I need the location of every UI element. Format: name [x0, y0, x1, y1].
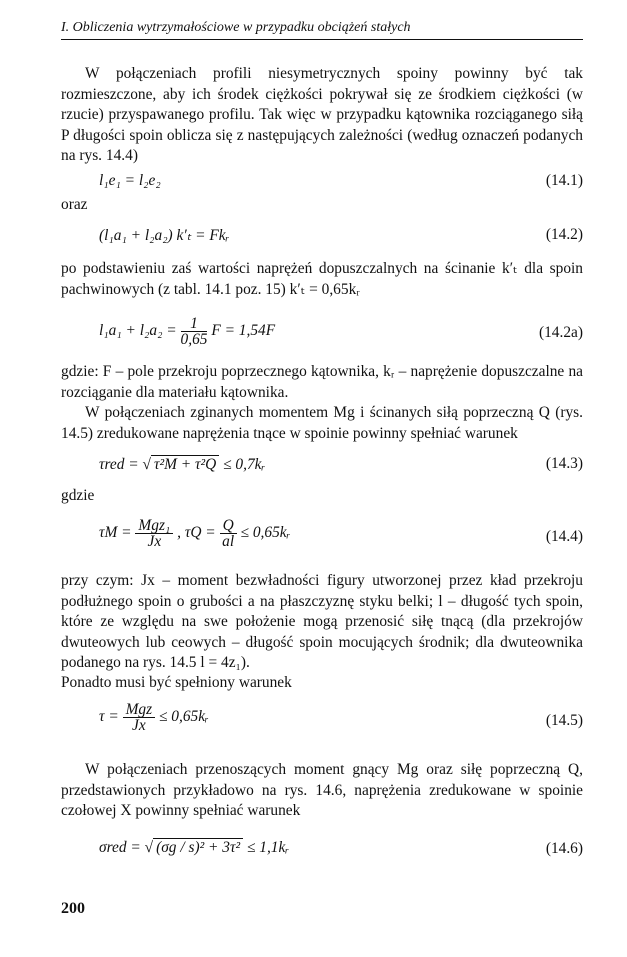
equation-14-3: τred = √ τ²M + τ²Q ≤ 0,7kᵣ (14.3) [99, 455, 583, 473]
equation-lhs: σred = [99, 839, 141, 856]
paragraph-2: po podstawieniu zaś wartości naprężeń dopuszczalnych na ścinanie k′ₜ dla spoin pachwinowych (z tabl. 14.1 poz. 15) k′ₜ = 0,65kᵣ [61, 260, 583, 298]
fraction-numerator: Mgz [123, 702, 156, 718]
square-root: (σg / s)² + 3τ² [153, 838, 243, 857]
square-root: τ²M + τ²Q [151, 455, 219, 474]
paragraph-3: gdzie: F – pole przekroju poprzecznego kątownika, kᵣ – naprężenie dopuszczalne na rozciąganie dla materiału kątownika. [61, 363, 583, 401]
page-number: 200 [61, 900, 85, 917]
paragraph-4: W połączeniach zginanych momentem Mg i ścinanych siłą poprzeczną Q (rys. 14.5) zredukowane naprężenia tnące w spoinie powinny spełniać warunek [61, 404, 583, 442]
equation-number: (14.6) [545, 840, 583, 857]
fraction-denominator: Jx [147, 533, 162, 550]
label-oraz: oraz [61, 196, 88, 213]
fraction-numerator: Q [220, 518, 237, 534]
fraction [181, 316, 208, 347]
fraction-a [135, 518, 173, 549]
equation-14-5 [61, 700, 583, 744]
equation-expression: (l₁a₁ + l₂a₂) k′ₜ = Fkᵣ [99, 227, 230, 244]
equation-rhs: ≤ 0,65kᵣ [240, 524, 291, 542]
fraction-numerator: Mgz₁ [135, 518, 173, 534]
equation-lhs-b: , τQ = [177, 524, 216, 542]
paragraph-6: Ponadto musi być spełniony warunek [61, 674, 292, 691]
equation-rhs: ≤ 0,65kᵣ [158, 708, 209, 726]
fraction-denominator: al [222, 533, 235, 550]
equation-rhs: F = 1,54F [211, 322, 276, 340]
equation-number: (14.4) [545, 528, 583, 545]
label-gdzie: gdzie [61, 487, 95, 504]
equation-lhs: τ = [99, 708, 119, 726]
equation-14-2a [61, 312, 583, 352]
equation-14-4 [61, 516, 583, 560]
paragraph-1: W połączeniach profili niesymetrycznych spoiny powinny być tak rozmieszczone, aby ich środek ciężkości pokrywał się ze środkiem ciężkości (w rzucie) przyspawanego profilu. Tak więc w przypadku kątownika rozciąganego siłą P długości spoin oblicza się z następujących zależności (według oznaczeń podanych na rys. 14.4) [61, 65, 583, 164]
equation-lhs: l₁a₁ + l₂a₂ = [99, 322, 177, 340]
equation-lhs: τred = [99, 456, 139, 473]
equation-rhs: ≤ 0,7kᵣ [223, 456, 266, 473]
fraction-b [220, 518, 237, 549]
running-header: I. Obliczenia wytrzymałościowe w przypadku obciążeń stałych [61, 20, 583, 40]
equation-lhs-a: τM = [99, 524, 132, 542]
fraction-denominator: Jx [132, 717, 146, 734]
equation-number: (14.2) [545, 226, 583, 243]
equation-14-2 [61, 226, 583, 250]
equation-14-1 [61, 172, 583, 196]
equation-14-6: σred = √ (σg / s)² + 3τ² ≤ 1,1kᵣ (14.6) [99, 839, 583, 857]
equation-expression: l₁e₁ = l₂e₂ [99, 172, 161, 189]
equation-number: (14.5) [545, 712, 583, 729]
equation-number: (14.3) [545, 455, 583, 472]
paragraph-7: W połączeniach przenoszących moment gnący Mg oraz siłę poprzeczną Q, przedstawionych przykładowo na rys. 14.6, naprężenia zredukowane w spoinie czołowej X powinny spełniać warunek [61, 761, 583, 819]
equation-number: (14.2a) [538, 324, 583, 341]
fraction-denominator: 0,65 [180, 331, 208, 348]
equation-rhs: ≤ 1,1kᵣ [246, 839, 290, 856]
equation-number: (14.1) [545, 172, 583, 189]
fraction [123, 702, 156, 733]
paragraph-5: przy czym: Jx – moment bezwładności figury utworzonej przez kład przekroju podłużnego spoin o grubości a na płaszczyznę styku belki; l – długość tych spoin, które ze względu na swe położenie mogą przenosić siłę tnącą (dla przekrojów dwuteowych lub ceowych – długość spoin mocujących środnik; dla dwuteownika podanego na rys. 14.5 l = 4z₁). [61, 572, 583, 671]
fraction-numerator: 1 [181, 316, 208, 332]
